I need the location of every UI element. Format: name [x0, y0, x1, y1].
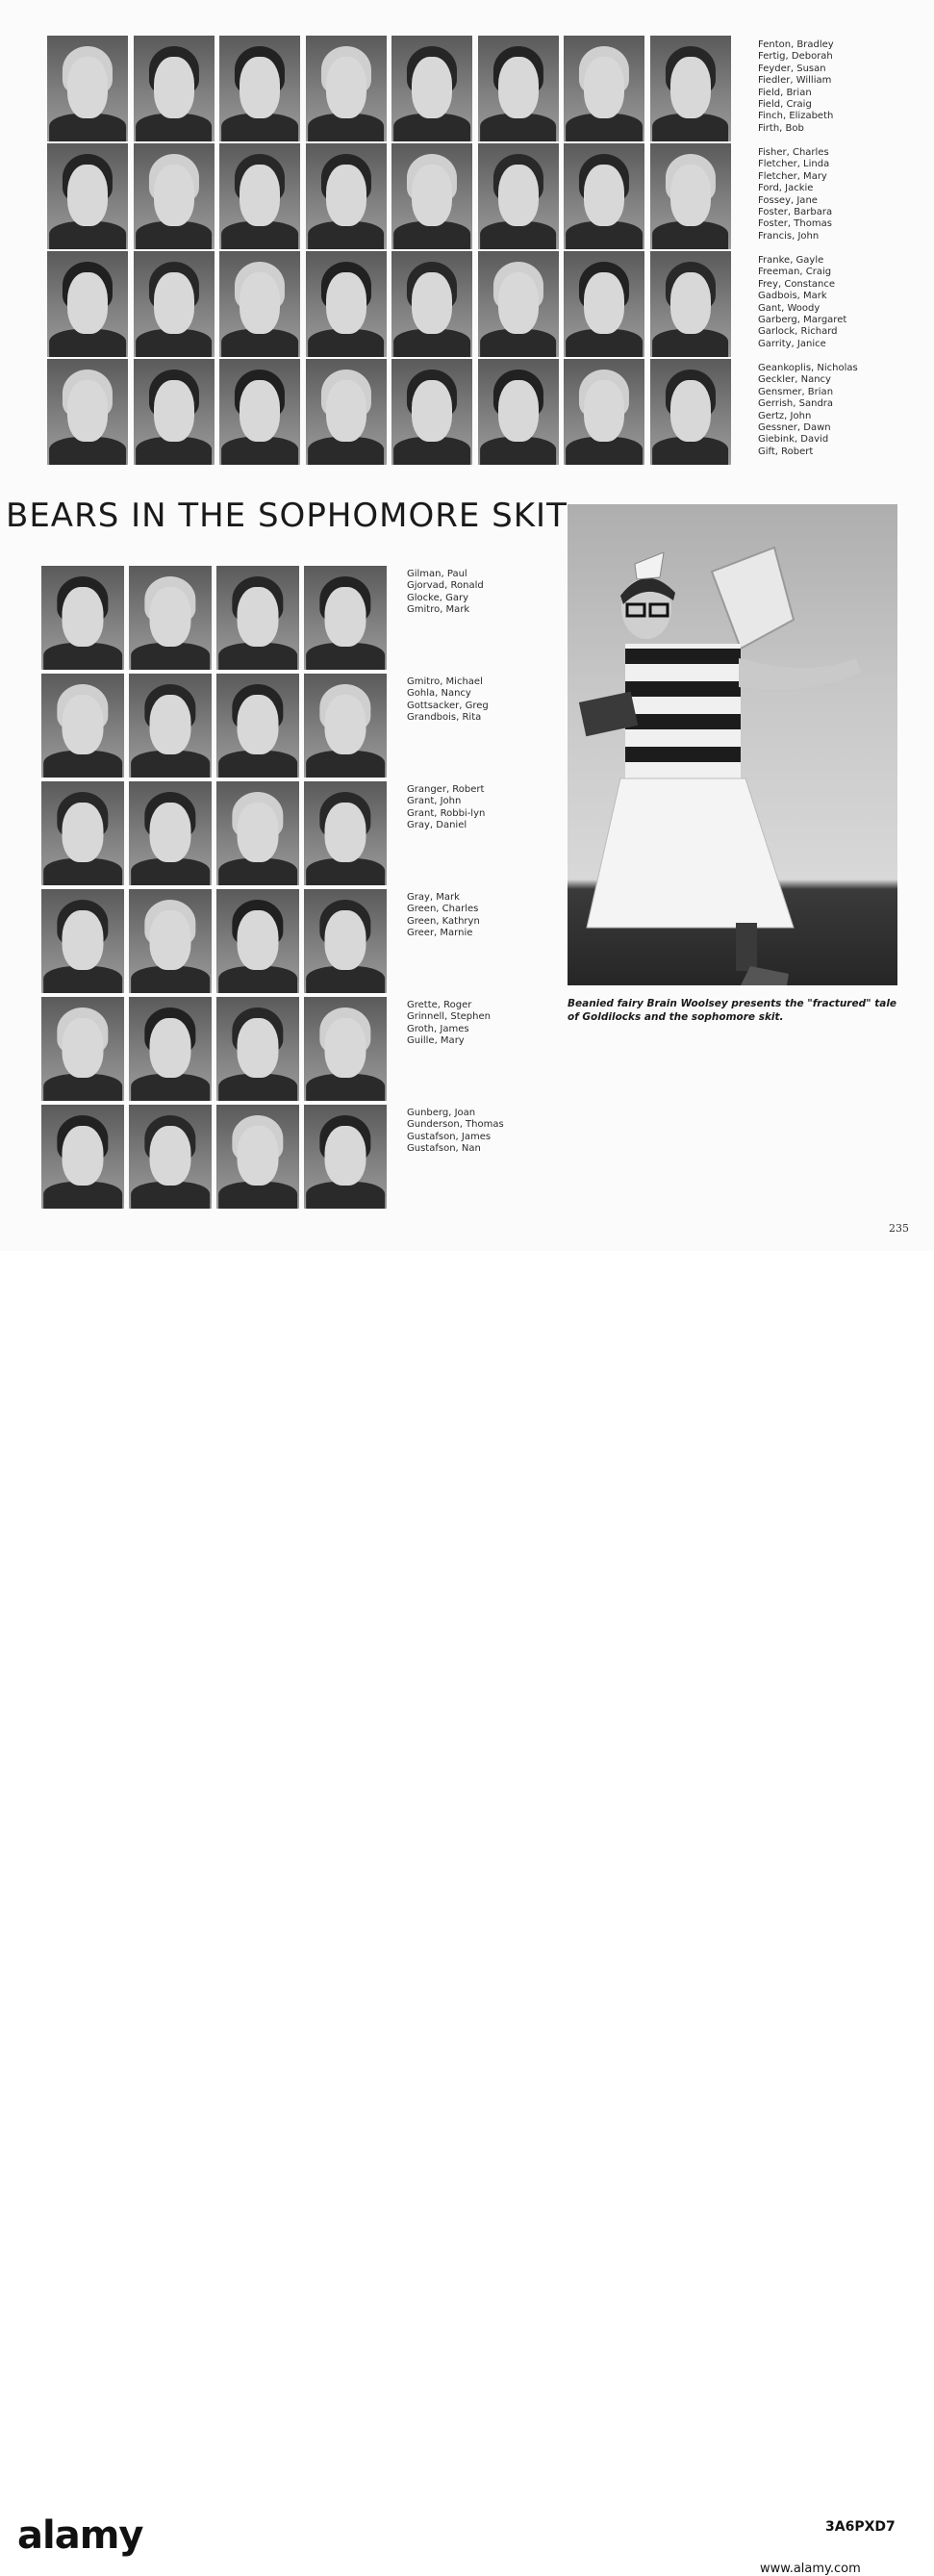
student-portrait [650, 36, 731, 141]
student-portrait [216, 1105, 299, 1209]
name-list [407, 1108, 504, 1156]
student-name: Gertz, John [758, 410, 812, 421]
student-portrait [306, 143, 387, 249]
student-portrait [304, 674, 387, 778]
student-portrait [216, 889, 299, 993]
student-name: Gerrish, Sandra [758, 398, 834, 410]
student-portrait [129, 781, 212, 885]
student-name: Glocke, Gary [407, 592, 468, 603]
photo-caption: Beanied fairy Brain Woolsey presents the "fractured" tale of Goldilocks and the sophomore skit. [568, 998, 897, 1023]
page-number: 235 [889, 1222, 909, 1235]
student-name: Garberg, Margaret [758, 315, 847, 326]
student-portrait [41, 566, 124, 670]
student-name: Gadbois, Mark [758, 291, 827, 302]
student-name: Gunderson, Thomas [407, 1119, 504, 1131]
student-portrait [41, 997, 124, 1101]
student-name: Freeman, Craig [758, 267, 832, 278]
student-name: Franke, Gayle [758, 255, 824, 266]
student-name: Field, Craig [758, 99, 812, 111]
image-id: 3A6PXD7 [825, 2519, 896, 2535]
name-list [407, 892, 480, 940]
student-name: Geankoplis, Nicholas [758, 363, 858, 373]
student-portrait [216, 997, 299, 1101]
student-name: Gunberg, Joan [407, 1108, 476, 1118]
fairy-costume-figure [568, 504, 897, 985]
student-portrait [304, 1105, 387, 1209]
student-portrait [219, 143, 300, 249]
student-name: Grandbois, Rita [407, 712, 482, 724]
student-name: Grette, Roger [407, 1000, 472, 1010]
student-name: Granger, Robert [407, 784, 485, 795]
section-heading: BEARS IN THE SOPHOMORE SKIT [6, 497, 568, 535]
student-name: Giebink, David [758, 434, 829, 446]
student-name: Fertig, Deborah [758, 51, 833, 63]
student-name: Gottsacker, Greg [407, 700, 489, 711]
name-list [407, 676, 489, 725]
student-portrait [650, 251, 731, 357]
name-list [407, 1000, 491, 1048]
student-portrait [41, 674, 124, 778]
student-name: Ford, Jackie [758, 183, 814, 194]
student-portrait [391, 251, 472, 357]
student-portrait [47, 143, 128, 249]
student-portrait [478, 143, 559, 249]
student-portrait [304, 997, 387, 1101]
student-portrait [47, 251, 128, 357]
student-name: Gessner, Dawn [758, 422, 831, 434]
student-name: Garlock, Richard [758, 326, 838, 338]
student-name: Gant, Woody [758, 302, 820, 314]
student-name: Field, Brian [758, 87, 812, 98]
stock-footer [0, 1251, 934, 2576]
student-portrait [478, 251, 559, 357]
student-name: Green, Kathryn [407, 915, 480, 927]
student-name: Gensmer, Brian [758, 386, 834, 397]
student-portrait [129, 889, 212, 993]
student-name: Gilman, Paul [407, 569, 467, 579]
student-portrait [47, 359, 128, 465]
student-portrait [129, 566, 212, 670]
student-name: Gustafson, Nan [407, 1143, 481, 1155]
student-portrait [564, 251, 644, 357]
student-portrait [41, 889, 124, 993]
student-name: Frey, Constance [758, 278, 836, 290]
student-portrait [306, 36, 387, 141]
student-name: Feyder, Susan [758, 63, 826, 74]
student-portrait [134, 251, 215, 357]
student-name: Fiedler, William [758, 75, 832, 87]
skit-photo [568, 504, 897, 985]
student-name: Gmitro, Mark [407, 604, 470, 616]
name-list [407, 784, 485, 832]
student-portrait [41, 1105, 124, 1209]
student-portrait [391, 36, 472, 141]
student-name: Geckler, Nancy [758, 374, 831, 386]
student-name: Fisher, Charles [758, 147, 829, 158]
student-name: Fenton, Bradley [758, 39, 834, 50]
student-portrait [391, 359, 472, 465]
student-name: Guille, Mary [407, 1035, 465, 1047]
student-portrait [216, 781, 299, 885]
student-name: Fossey, Jane [758, 194, 818, 206]
student-name: Greer, Marnie [407, 928, 473, 939]
student-portrait [650, 143, 731, 249]
student-portrait [47, 36, 128, 141]
student-name: Gustafson, James [407, 1131, 492, 1142]
student-portrait [219, 36, 300, 141]
student-portrait [219, 251, 300, 357]
student-name: Fletcher, Linda [758, 159, 830, 170]
student-portrait [129, 674, 212, 778]
student-portrait [478, 359, 559, 465]
student-name: Grant, Robbi-lyn [407, 807, 486, 819]
student-name: Garrity, Janice [758, 338, 826, 349]
student-portrait [216, 674, 299, 778]
name-list [758, 363, 858, 458]
student-name: Finch, Elizabeth [758, 111, 834, 122]
student-name: Grinnell, Stephen [407, 1011, 491, 1023]
student-name: Gift, Robert [758, 446, 814, 457]
student-name: Fletcher, Mary [758, 170, 827, 182]
stock-url[interactable]: www.alamy.com [760, 2562, 861, 2576]
student-portrait [650, 359, 731, 465]
student-name: Francis, John [758, 230, 820, 242]
student-name: Gray, Mark [407, 892, 460, 903]
alamy-logo: alamy [17, 2513, 143, 2558]
student-portrait [564, 36, 644, 141]
student-portrait [129, 997, 212, 1101]
student-portrait [304, 566, 387, 670]
student-portrait [564, 143, 644, 249]
student-name: Gmitro, Michael [407, 676, 483, 687]
student-portrait [134, 359, 215, 465]
student-portrait [306, 251, 387, 357]
student-portrait [391, 143, 472, 249]
student-name: Groth, James [407, 1023, 469, 1034]
student-name: Foster, Thomas [758, 218, 832, 230]
student-portrait [134, 36, 215, 141]
student-name: Grant, John [407, 796, 462, 807]
student-portrait [216, 566, 299, 670]
yearbook-page [0, 0, 934, 1251]
student-name: Foster, Barbara [758, 207, 833, 218]
name-list [758, 255, 846, 350]
student-portrait [304, 781, 387, 885]
student-name: Gray, Daniel [407, 820, 467, 831]
student-portrait [306, 359, 387, 465]
student-portrait [304, 889, 387, 993]
student-name: Gjorvad, Ronald [407, 580, 484, 592]
name-list [758, 39, 834, 135]
student-portrait [219, 359, 300, 465]
student-name: Firth, Bob [758, 122, 804, 134]
student-portrait [478, 36, 559, 141]
name-list [407, 569, 484, 617]
student-portrait [129, 1105, 212, 1209]
student-name: Gohla, Nancy [407, 688, 471, 700]
student-portrait [564, 359, 644, 465]
student-name: Green, Charles [407, 904, 479, 915]
name-list [758, 147, 832, 242]
student-portrait [41, 781, 124, 885]
student-portrait [134, 143, 215, 249]
